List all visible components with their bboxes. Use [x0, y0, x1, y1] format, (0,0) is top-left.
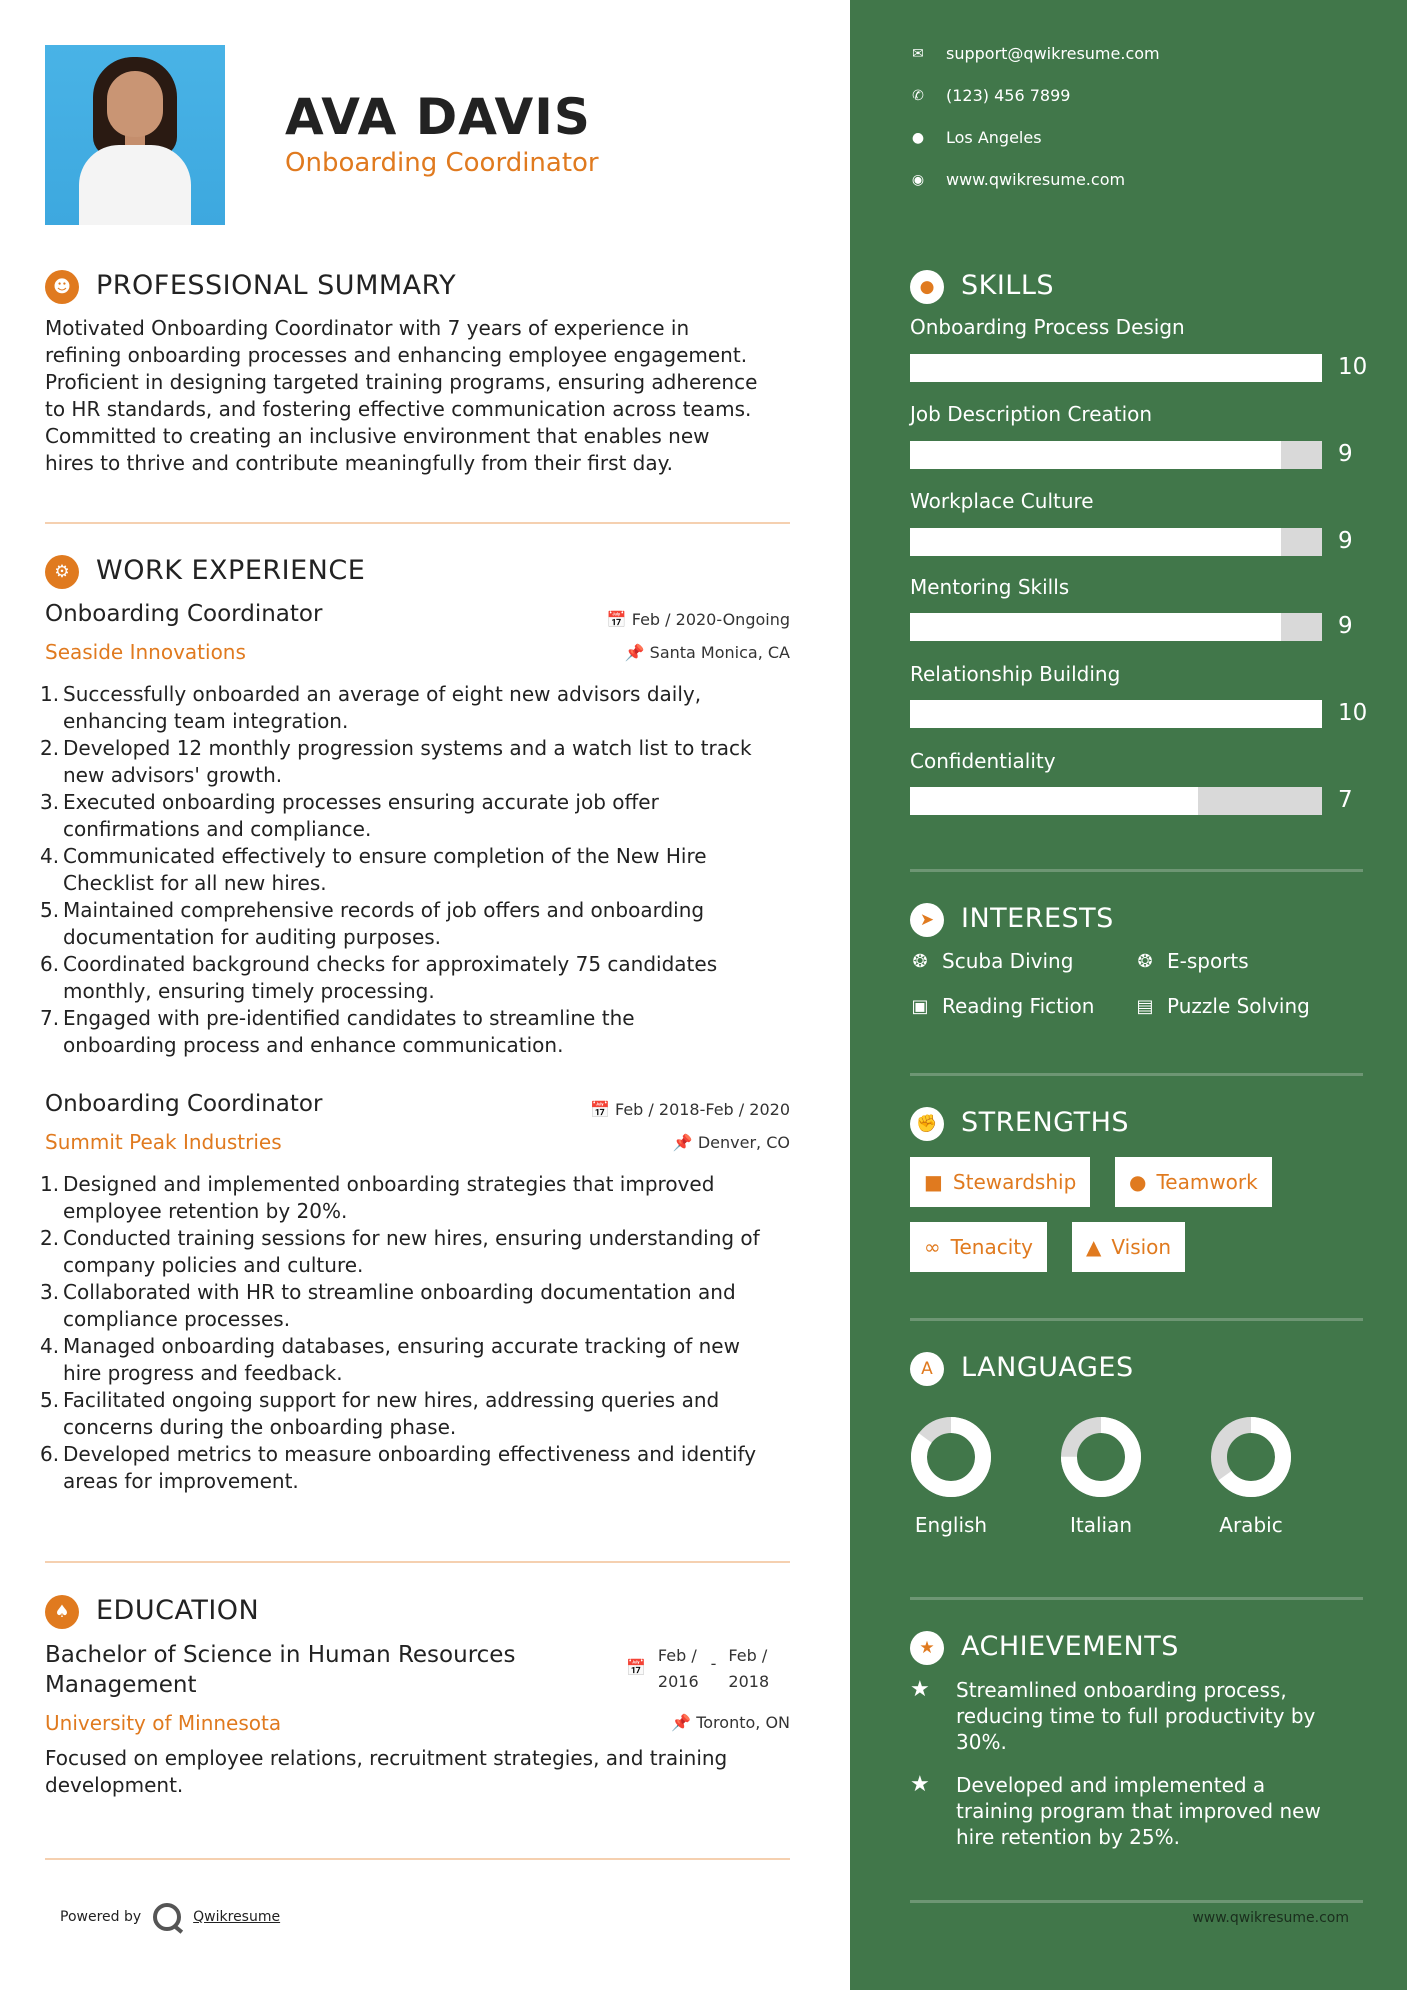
- skill-value: 9: [1338, 613, 1353, 639]
- contact-email[interactable]: ✉ support@qwikresume.com: [910, 44, 1160, 63]
- star-icon: ★: [910, 1631, 944, 1665]
- list-item: 6. Coordinated background checks for approximately 75 candidates monthly, ensuring timely processing.: [40, 952, 718, 1003]
- interest-item: ❂ E-sports: [1135, 949, 1249, 973]
- skill-value: 10: [1338, 354, 1368, 380]
- skill-bar: [910, 528, 1322, 556]
- skill-value: 9: [1338, 441, 1353, 467]
- strength-tag: ▲ Vision: [1072, 1222, 1185, 1272]
- job-responsibilities: [40, 1171, 800, 1495]
- list-item: 2. Conducted training sessions for new hires, ensuring understanding of company policies and culture.: [40, 1226, 760, 1277]
- education-dates: 📅 Feb / 2016 - Feb / 2018: [626, 1643, 769, 1695]
- skill-bar: [910, 613, 1322, 641]
- company-name: Summit Peak Industries: [45, 1130, 282, 1154]
- strength-tag: ● Teamwork: [1115, 1157, 1272, 1207]
- job-dates: 📅 Feb / 2018-Feb / 2020: [589, 1100, 790, 1119]
- skill-name: Workplace Culture: [910, 489, 1094, 513]
- lightbulb-icon: ●: [910, 270, 944, 304]
- list-item: 6. Developed metrics to measure onboarding effectiveness and identify areas for improvement.: [40, 1442, 757, 1493]
- language-ring: [1059, 1415, 1143, 1499]
- calendar-icon: 📅: [589, 1100, 610, 1119]
- divider: [910, 1597, 1363, 1600]
- divider: [45, 1561, 790, 1563]
- pin-icon: 📌: [624, 643, 645, 662]
- language-name: English: [914, 1513, 988, 1537]
- briefcase-chair-icon: ⚙: [45, 555, 79, 589]
- strengths-title: STRENGTHS: [961, 1107, 1130, 1138]
- interest-item: ❂ Scuba Diving: [910, 949, 1073, 973]
- list-item: 4. Managed onboarding databases, ensuring accurate tracking of new hire progress and feedback.: [40, 1334, 740, 1385]
- sidebar: [850, 0, 1407, 1990]
- candidate-role: Onboarding Coordinator: [285, 148, 599, 178]
- interests-title: INTERESTS: [961, 903, 1114, 934]
- calendar-icon: 📅: [606, 610, 627, 629]
- calendar-icon: 📅: [626, 1658, 646, 1677]
- user-icon: ☻: [45, 270, 79, 304]
- profile-photo: [45, 45, 225, 225]
- skill-bar-fill: [910, 613, 1281, 641]
- company-name: Seaside Innovations: [45, 640, 246, 664]
- skill-bar-fill: [910, 787, 1198, 815]
- brand-link[interactable]: Qwikresume: [193, 1909, 281, 1925]
- list-item: 4. Communicated effectively to ensure completion of the New Hire Checklist for all new hires.: [40, 844, 707, 895]
- candidate-name: AVA DAVIS: [285, 88, 591, 146]
- star-icon: ★: [910, 1772, 930, 1797]
- job-location: 📌 Denver, CO: [672, 1133, 790, 1152]
- skill-bar-fill: [910, 700, 1322, 728]
- skill-name: Mentoring Skills: [910, 575, 1070, 599]
- divider: [910, 1073, 1363, 1076]
- divider: [910, 869, 1363, 872]
- life-ring-icon: ❂: [912, 950, 928, 972]
- divider: [910, 1318, 1363, 1321]
- school-name: University of Minnesota: [45, 1711, 282, 1735]
- divider: [910, 1900, 1363, 1903]
- link-icon: ∞: [924, 1235, 941, 1259]
- language-item: [896, 1415, 1006, 1537]
- gamepad-icon: ▣: [911, 995, 929, 1017]
- education-location: 📌 Toronto, ON: [671, 1713, 790, 1732]
- education-description: Focused on employee relations, recruitment strategies, and training development.: [45, 1746, 728, 1797]
- star-icon: ★: [910, 1677, 930, 1702]
- phone-icon: ✆: [912, 87, 924, 104]
- list-item: 5. Maintained comprehensive records of job offers and onboarding documentation for auditing purposes.: [40, 898, 705, 949]
- briefcase-icon: ■: [924, 1170, 943, 1194]
- divider: [45, 522, 790, 524]
- experience-title: WORK EXPERIENCE: [96, 555, 366, 586]
- job-title: Onboarding Coordinator: [45, 1091, 323, 1117]
- language-ring: [909, 1415, 993, 1499]
- life-ring-icon: ❂: [1137, 950, 1153, 972]
- skill-bar-fill: [910, 354, 1322, 382]
- divider: [45, 1858, 790, 1860]
- contact-website[interactable]: ◉ www.qwikresume.com: [911, 170, 1126, 189]
- list-item: 3. Collaborated with HR to streamline onboarding documentation and compliance processes.: [40, 1280, 736, 1331]
- language-name: Italian: [1069, 1513, 1133, 1537]
- job-title: Onboarding Coordinator: [45, 601, 323, 627]
- skill-name: Job Description Creation: [910, 402, 1153, 426]
- summary-text: Motivated Onboarding Coordinator with 7 years of experience in refining onboarding processes and enhancing employee engagement. Proficient in designing targeted training programs, ensuring adherence to HR standards, and fostering effective communication across teams. Committed to creating an inclusive environment that enables new hires to thrive and contribute meaningfully from their first day.: [45, 316, 758, 475]
- skills-title: SKILLS: [961, 270, 1055, 301]
- job-dates: 📅 Feb / 2020-Ongoing: [606, 610, 790, 629]
- language-name: Arabic: [1219, 1513, 1283, 1537]
- skill-value: 7: [1338, 787, 1353, 813]
- graduate-icon: ♠: [45, 1595, 79, 1629]
- job-location: 📌 Santa Monica, CA: [624, 643, 790, 662]
- skill-name: Confidentiality: [910, 749, 1056, 773]
- pin-icon: 📌: [672, 1133, 693, 1152]
- strength-tag: ■ Stewardship: [910, 1157, 1090, 1207]
- contact-location: ● Los Angeles: [911, 128, 1042, 147]
- language-icon: A: [910, 1352, 944, 1386]
- list-item: 2. Developed 12 monthly progression systems and a watch list to track new advisors' growth.: [40, 736, 752, 787]
- pin-icon: 📌: [671, 1713, 692, 1732]
- qwikresume-logo-icon: [153, 1903, 181, 1931]
- skill-value: 9: [1338, 528, 1353, 554]
- interest-item: ▣ Reading Fiction: [911, 994, 1095, 1018]
- list-item: 3. Executed onboarding processes ensuring accurate job offer confirmations and compliance.: [40, 790, 659, 841]
- strength-tag: ∞ Tenacity: [910, 1222, 1047, 1272]
- achievement-item: ★ Streamlined onboarding process, reducing time to full productivity by 30%.: [910, 1677, 1316, 1754]
- fist-icon: ✊: [910, 1107, 944, 1141]
- footer-website[interactable]: www.qwikresume.com: [1192, 1910, 1349, 1926]
- list-item: 5. Facilitated ongoing support for new hires, addressing queries and concerns during the onboarding phase.: [40, 1388, 720, 1439]
- paper-plane-icon: ➤: [910, 903, 944, 937]
- list-item: 7. Engaged with pre-identified candidates to streamline the onboarding process and enhance communication.: [40, 1006, 635, 1057]
- skill-bar-fill: [910, 528, 1281, 556]
- users-icon: ●: [1129, 1170, 1147, 1194]
- skill-bar-fill: [910, 441, 1281, 469]
- binoculars-icon: ▲: [1086, 1235, 1102, 1259]
- skill-value: 10: [1338, 700, 1368, 726]
- degree-title: Bachelor of Science in Human Resources Management: [45, 1642, 516, 1698]
- skill-bar: [910, 441, 1322, 469]
- summary-title: PROFESSIONAL SUMMARY: [96, 270, 457, 301]
- skill-name: Relationship Building: [910, 662, 1121, 686]
- list-item: 1. Successfully onboarded an average of eight new advisors daily, enhancing team integration.: [40, 682, 702, 733]
- language-ring: [1209, 1415, 1293, 1499]
- languages-title: LANGUAGES: [961, 1352, 1134, 1383]
- language-item: [1046, 1415, 1156, 1537]
- language-item: [1196, 1415, 1306, 1537]
- skill-bar: [910, 787, 1322, 815]
- skill-bar: [910, 354, 1322, 382]
- contact-phone[interactable]: ✆ (123) 456 7899: [910, 86, 1070, 105]
- skill-name: Onboarding Process Design: [910, 315, 1185, 339]
- skill-bar: [910, 700, 1322, 728]
- envelope-icon: ✉: [912, 45, 924, 62]
- book-icon: ▤: [1136, 995, 1154, 1017]
- interest-item: ▤ Puzzle Solving: [1136, 994, 1310, 1018]
- globe-icon: ◉: [911, 171, 925, 188]
- map-marker-icon: ●: [911, 129, 925, 146]
- education-title: EDUCATION: [96, 1595, 260, 1626]
- achievements-title: ACHIEVEMENTS: [961, 1631, 1179, 1662]
- job-responsibilities: [40, 681, 800, 1059]
- list-item: 1. Designed and implemented onboarding strategies that improved employee retention by 20%.: [40, 1172, 715, 1223]
- achievement-item: ★ Developed and implemented a training program that improved new hire retention by 25%.: [910, 1772, 1321, 1849]
- powered-by: Powered by Qwikresume: [60, 1903, 280, 1931]
